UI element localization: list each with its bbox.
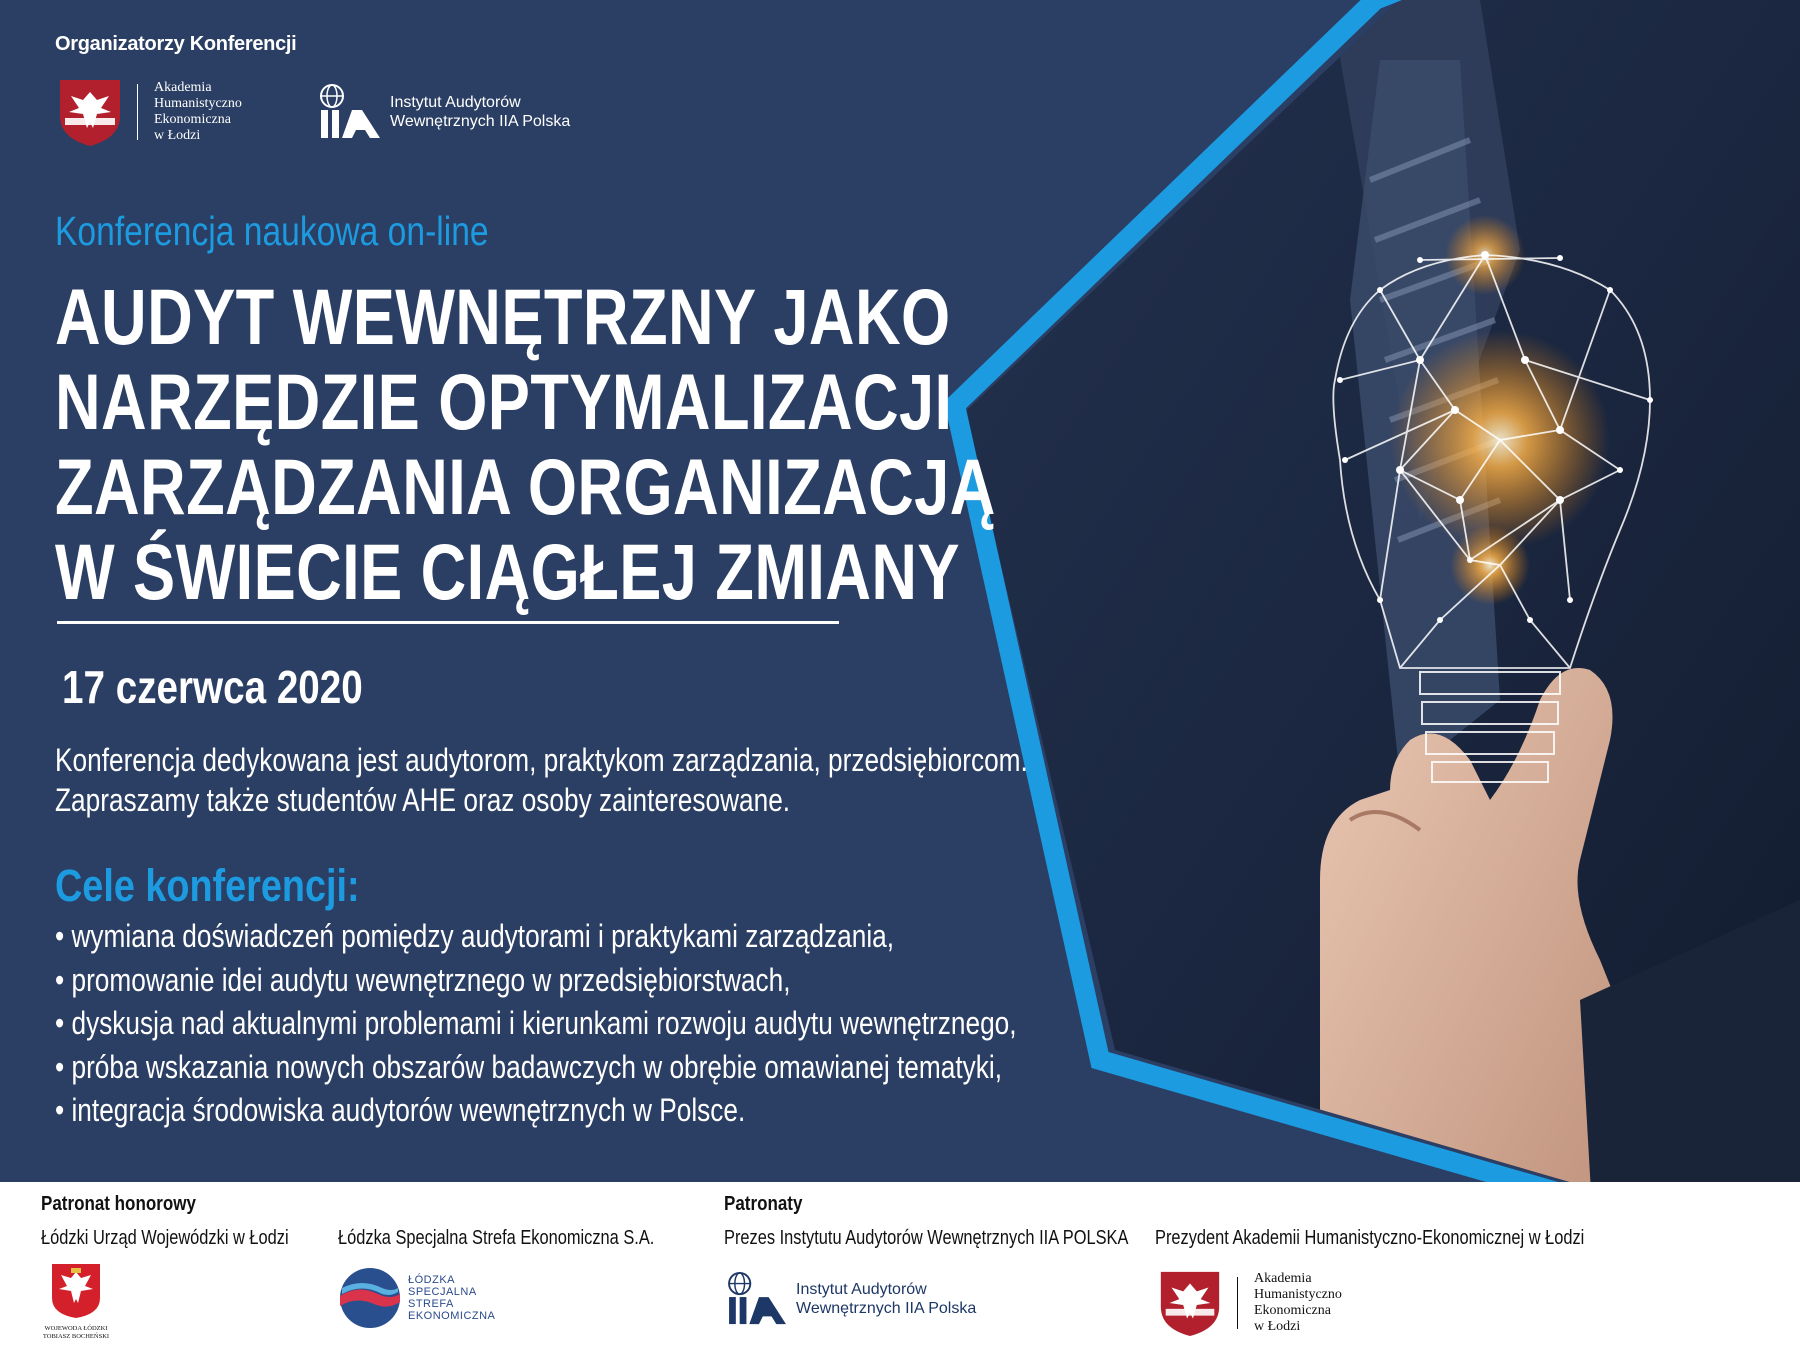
ahe-logo-line: Ekonomiczna <box>154 112 231 127</box>
iia-logo-line: Instytut Audytorów <box>390 94 521 111</box>
ahe-logo-line: Humanistyczno <box>154 96 242 111</box>
ahe-logo-line: Akademia <box>154 80 212 95</box>
ahe-logo-line: w Łodzi <box>154 128 201 143</box>
photo-clip <box>900 0 1800 1350</box>
ahe-logo-line: Ekonomiczna <box>1254 1303 1331 1318</box>
patron-name: Prezes Instytutu Audytorów Wewnętrznych IIA POLSKA <box>724 1227 1129 1249</box>
organizers-label: Organizatorzy Konferencji <box>55 33 297 55</box>
iia-logo-line: Instytut Audytorów <box>796 1281 927 1298</box>
title-line: NARZĘDZIE OPTYMALIZACJI <box>55 357 953 446</box>
title-line: ZARZĄDZANIA ORGANIZACJĄ <box>55 442 996 531</box>
polish-eagle-icon <box>50 1262 102 1320</box>
lsse-logo-line: EKONOMICZNA <box>408 1310 496 1322</box>
ahe-eagle-shield-icon <box>55 76 125 148</box>
iia-logo-footer <box>726 1272 976 1326</box>
iia-logo-line: Wewnętrznych IIA Polska <box>796 1300 977 1317</box>
title-divider <box>57 621 839 624</box>
iia-globe-icon <box>318 84 384 140</box>
lsse-circle-icon <box>338 1266 402 1330</box>
ahe-logo-line: Humanistyczno <box>1254 1287 1342 1302</box>
lsse-logo <box>338 1266 495 1330</box>
iia-logo <box>318 84 570 140</box>
goal-item: • próba wskazania nowych obszarów badawczych w obrębie omawianej tematyki, <box>55 1046 1017 1090</box>
ahe-logo-line: w Łodzi <box>1254 1319 1301 1334</box>
patrons-footer <box>0 1182 1800 1350</box>
description-line: Konferencja dedykowana jest audytorom, praktykom zarządzania, przedsiębiorcom. <box>55 742 1028 778</box>
ahe-logo-line: Akademia <box>1254 1271 1312 1286</box>
patron-name: Łódzka Specjalna Strefa Ekonomiczna S.A. <box>338 1227 655 1249</box>
goal-item: • integracja środowiska audytorów wewnętrznych w Polsce. <box>55 1089 1017 1133</box>
ahe-eagle-shield-icon <box>1155 1268 1225 1338</box>
description-line: Zapraszamy także studentów AHE oraz osoby zainteresowane. <box>55 782 791 818</box>
conference-title <box>55 274 996 614</box>
conference-subtitle: Konferencja naukowa on-line <box>55 208 489 254</box>
voivode-caption-line: WOJEWODA ŁÓDZKI <box>44 1325 108 1332</box>
title-line: AUDYT WEWNĘTRZNY JAKO <box>55 272 951 361</box>
patron-name: Prezydent Akademii Humanistyczno-Ekonomicznej w Łodzi <box>1155 1227 1585 1249</box>
conference-description <box>55 740 1028 820</box>
iia-logo-line: Wewnętrznych IIA Polska <box>390 113 571 130</box>
title-line: W ŚWIECIE CIĄGŁEJ ZMIANY <box>55 527 960 616</box>
voivode-logo <box>41 1262 111 1341</box>
goal-item: • dyskusja nad aktualnymi problemami i kierunkami rozwoju audytu wewnętrznego, <box>55 1002 1017 1046</box>
ahe-logo <box>55 76 242 148</box>
conference-date: 17 czerwca 2020 <box>62 661 363 713</box>
ahe-logo-footer <box>1155 1268 1342 1338</box>
iia-globe-icon <box>726 1272 790 1326</box>
voivode-caption-line: TOBIASZ BOCHEŃSKI <box>42 1333 110 1340</box>
goals-list <box>55 915 1017 1133</box>
goals-heading: Cele konferencji: <box>55 860 360 911</box>
honorary-patronage-label: Patronat honorowy <box>41 1193 196 1215</box>
goal-item: • promowanie idei audytu wewnętrznego w przedsiębiorstwach, <box>55 959 1017 1003</box>
patron-name: Łódzki Urząd Wojewódzki w Łodzi <box>41 1227 289 1249</box>
lsse-logo-line: STREFA <box>408 1298 454 1310</box>
patronage-label: Patronaty <box>724 1193 803 1215</box>
goal-item: • wymiana doświadczeń pomiędzy audytorami i praktykami zarządzania, <box>55 915 1017 959</box>
lsse-logo-line: SPECJALNA <box>408 1286 477 1298</box>
lsse-logo-line: ŁÓDZKA <box>408 1274 456 1286</box>
